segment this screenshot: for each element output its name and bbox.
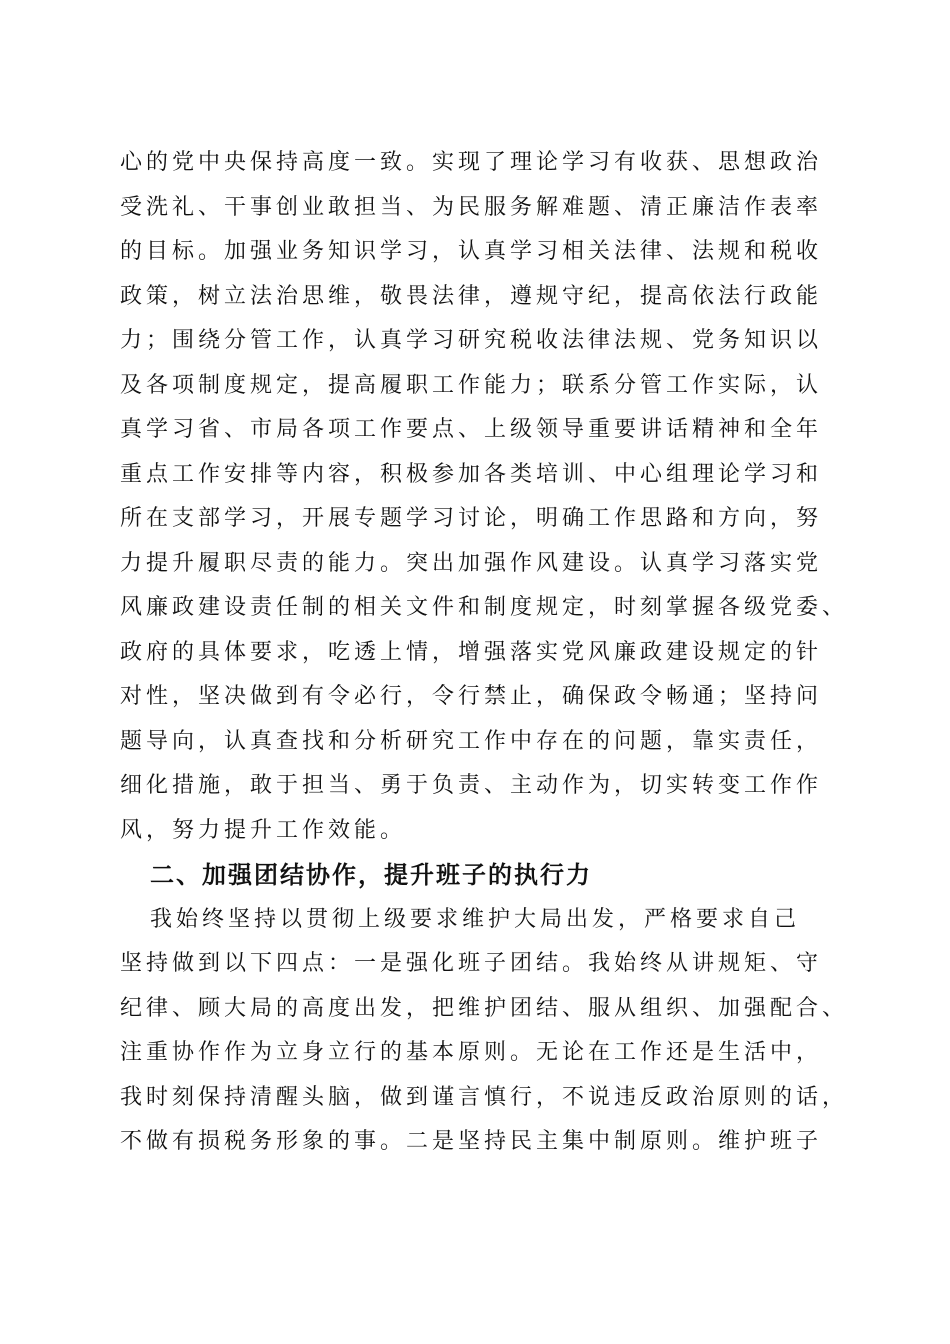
paragraph-line: 受洗礼、干事创业敢担当、为民服务解难题、清正廉洁作表率 [120, 194, 823, 220]
paragraph-line: 真学习省、市局各项工作要点、上级领导重要讲话精神和全年 [120, 417, 823, 442]
paragraph-line: 对性，坚决做到有令必行，令行禁止，确保政令畅通；坚持问 [120, 684, 823, 709]
paragraph-line: 力提升履职尽责的能力。突出加强作风建设。认真学习落实党 [120, 550, 823, 576]
paragraph-line: 不做有损税务形象的事。二是坚持民主集中制原则。维护班子 [120, 1129, 823, 1154]
section-heading: 二、加强团结协作，提升班子的执行力 [150, 861, 592, 889]
paragraph-line: 我始终坚持以贯彻上级要求维护大局出发，严格要求自己 [150, 906, 801, 932]
paragraph-line: 重点工作安排等内容，积极参加各类培训、中心组理论学习和 [120, 461, 823, 487]
paragraph-line: 政策，树立法治思维，敬畏法律，遵规守纪，提高依法行政能 [120, 283, 823, 309]
paragraph-line: 我时刻保持清醒头脑，做到谨言慎行，不说违反政治原则的话， [120, 1084, 849, 1110]
paragraph-line: 风廉政建设责任制的相关文件和制度规定，时刻掌握各级党委、 [120, 595, 849, 620]
paragraph-line: 及各项制度规定，提高履职工作能力；联系分管工作实际，认 [120, 372, 823, 398]
paragraph-line: 题导向，认真查找和分析研究工作中存在的问题，靠实责任， [120, 728, 823, 754]
paragraph-line: 细化措施，敢于担当、勇于负责、主动作为，切实转变工作作 [120, 773, 823, 798]
paragraph-line: 注重协作作为立身立行的基本原则。无论在工作还是生活中， [120, 1040, 823, 1065]
paragraph-line: 力；围绕分管工作，认真学习研究税收法律法规、党务知识以 [120, 328, 823, 353]
paragraph-line: 风，努力提升工作效能。 [120, 817, 407, 843]
paragraph-line: 所在支部学习，开展专题学习讨论，明确工作思路和方向，努 [120, 506, 823, 531]
paragraph-line: 的目标。加强业务知识学习，认真学习相关法律、法规和税收 [120, 239, 823, 264]
paragraph-line: 政府的具体要求，吃透上情，增强落实党风廉政建设规定的针 [120, 639, 823, 665]
paragraph-line: 坚持做到以下四点：一是强化班子团结。我始终从讲规矩、守 [120, 951, 823, 976]
paragraph-line: 心的党中央保持高度一致。实现了理论学习有收获、思想政治 [120, 150, 823, 175]
paragraph-line: 纪律、顾大局的高度出发，把维护团结、服从组织、加强配合、 [120, 995, 849, 1021]
